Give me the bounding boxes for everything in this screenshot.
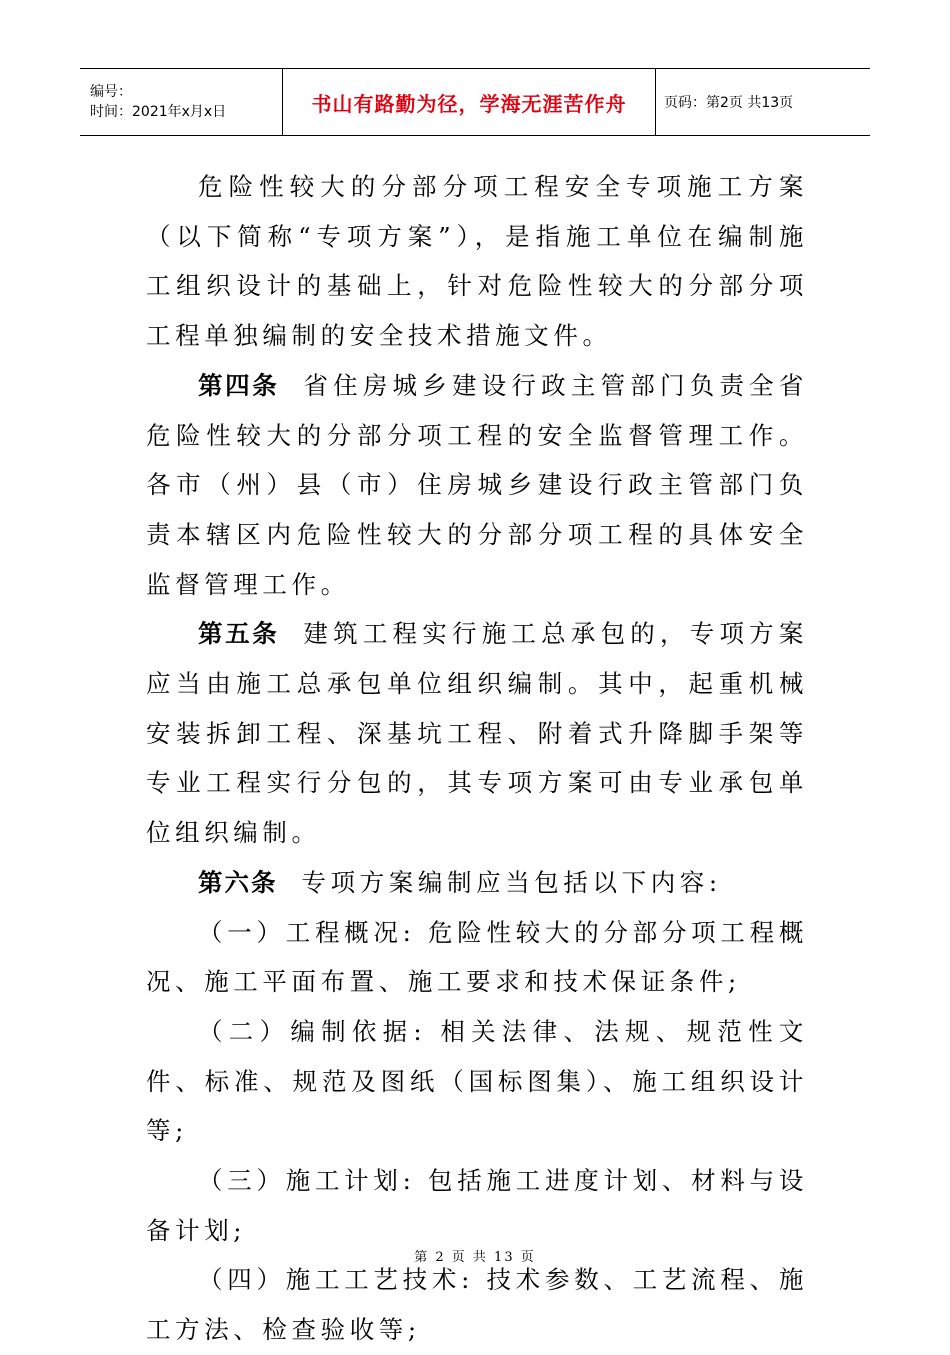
list-item-2: （二）编制依据: 相关法律、法规、规范性文件、标准、规范及图纸（国标图集）、施工组织设计等;	[146, 1016, 808, 1146]
header-meta	[80, 69, 283, 135]
header-page-number: 页码：第2页 共13页	[664, 95, 794, 111]
paragraph-definition: 危险性较大的分部分项工程安全专项施工方案（以下简称“专项方案”），是指施工单位在编制施工组织设计的基础上，针对危险性较大的分部分项工程单独编制的安全技术措施文件。	[146, 172, 808, 351]
article-6-title: 第六条	[198, 867, 278, 897]
header-page-info	[656, 69, 870, 135]
article-4-title: 第四条	[198, 370, 280, 400]
footer-page-number: 第 2 页 共 13 页	[414, 1250, 536, 1265]
page-header	[80, 68, 870, 136]
document-number-label: 编号：	[90, 84, 132, 100]
list-item-4: （四）施工工艺技术: 技术参数、工艺流程、施工方法、检查验收等;	[146, 1265, 808, 1345]
article-6-text: 专项方案编制应当包括以下内容:	[301, 867, 722, 897]
header-motto-cell	[283, 69, 656, 135]
article-4	[146, 361, 808, 610]
article-5	[146, 609, 808, 858]
list-item-3: （三）施工计划: 包括施工进度计划、材料与设备计划;	[146, 1166, 808, 1245]
article-5-text: 建筑工程实行施工总承包的，专项方案应当由施工总承包单位组织编制。其中，起重机械安装拆卸工程、深基坑工程、附着式升降脚手架等专业工程实行分包的，其专项方案可由专业承包单位组织编制。	[146, 619, 809, 848]
document-date: 时间：2021年x月x日	[90, 104, 227, 120]
article-6	[146, 858, 808, 908]
header-motto: 书山有路勤为径，学海无涯苦作舟	[311, 91, 627, 116]
list-item-1: （一）工程概况: 危险性较大的分部分项工程概况、施工平面布置、施工要求和技术保证条件;	[146, 917, 808, 997]
article-5-title: 第五条	[198, 619, 280, 649]
document-body	[146, 162, 808, 1355]
page-footer	[0, 1246, 950, 1265]
article-4-text: 省住房城乡建设行政主管部门负责全省危险性较大的分部分项工程的安全监督管理工作。各市（州）县（市）住房城乡建设行政主管部门负责本辖区内危险性较大的分部分项工程的具体安全监督管理工作。	[146, 370, 809, 599]
